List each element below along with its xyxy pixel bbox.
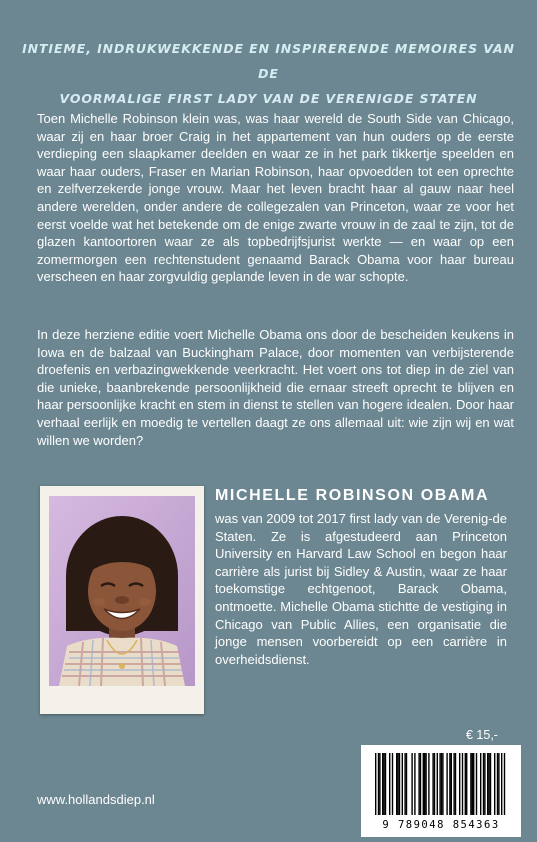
barcode-bar [494, 753, 495, 815]
barcode-bar [418, 753, 419, 815]
barcode-bar [389, 753, 390, 815]
barcode-bar [402, 753, 403, 815]
description-paragraph-1: Toen Michelle Robinson klein was, was haar wereld de South Side van Chicago, waar zij en haar broer Craig in het appartement van hun ouders op de eerste verdieping een slaapkamer deelden en waar ze in het park tikkertje speelden en waar haar ouders, Fraser en Marian Robinson, haar opvoedden tot een oprechte en zelfverzekerde jonge vrouw. Maar het leven bracht haar al gauw naar heel andere werelden, onder andere de collegezalen van Princeton, waar ze voor het eerst voelde wat het betekende om de enige zwarte vrouw in de zaal te zijn, tot de glazen kantoortoren waar ze als topbedrijfsjurist werkte — en waar op een zomermorgen een rechtenstudent genaamd Barack Obama voor haar bureau verscheen en haar zorgvuldig geplande leven in de war schopte. [37, 111, 514, 285]
barcode-bar [497, 753, 498, 815]
barcode-bar [383, 753, 384, 815]
barcode-bar [424, 753, 425, 815]
barcode-bar [397, 753, 398, 815]
barcode-bar [420, 753, 421, 815]
barcode-bar [442, 753, 443, 815]
barcode-bar [498, 753, 499, 815]
barcode-bar [490, 753, 491, 815]
barcode-bar [504, 753, 505, 815]
barcode-bar [455, 753, 456, 815]
author-name: MICHELLE ROBINSON OBAMA [215, 487, 490, 504]
barcode-bar [425, 753, 426, 815]
author-bio: was van 2009 tot 2017 first lady van de Verenig-de Staten. Ze is afgestudeerd aan Princeton University en Harvard Law School en begon haar carrière als jurist bij Sidley & Austin, waar ze haar toekomstige echtgenoot, Barack Obama, ontmoette. Michelle Obama stichtte de vestiging in Chicago van Public Allies, een organisatie die jonge mensen voorbereidt op een carrière in overheidsdienst. [215, 511, 507, 667]
barcode-bar [411, 753, 412, 815]
barcode-bar [446, 753, 447, 815]
barcode-bar [379, 753, 380, 815]
barcode-bar [487, 753, 488, 815]
barcode-bar [501, 753, 502, 815]
author-childhood-photo [49, 496, 195, 686]
barcode-bar [472, 753, 473, 815]
description-paragraph-2: In deze herziene editie voert Michelle Obama ons door de bescheiden keukens in Iowa en de balzaal van Buckingham Palace, door momenten van verbijsterende droefenis en verbazingwekkende veerkracht. Het voert ons tot diep in de ziel van die unieke, baanbrekende persoonlijkheid die ernaar streeft oprecht te blijven en haar persoonlijke kracht en stem in dienst te stellen van hogere idealen. Door haar verhaal eerlijk en moedig te vertellen daagt ze ons allemaal uit: wie zijn wij en wat willen we worden? [37, 327, 514, 448]
isbn-digits: 9 789048 854363 [382, 819, 500, 831]
publisher-website: www.hollandsdiep.nl [37, 792, 155, 807]
barcode-bar [396, 753, 397, 815]
barcode-bar [484, 753, 485, 815]
barcode-bar [462, 753, 463, 815]
barcode-bar [385, 753, 386, 815]
barcode-bar [375, 753, 376, 815]
barcode-bar [423, 753, 424, 815]
price: € 15,- [466, 728, 498, 742]
barcode-bar [466, 753, 467, 815]
barcode-bar [470, 753, 471, 815]
author-photo-frame [40, 486, 204, 714]
barcode-bar [459, 753, 460, 815]
barcode-bar [453, 753, 454, 815]
barcode-bar [476, 753, 477, 815]
tagline-line-1: INTIEME, INDRUKWEKKENDE EN INSPIRERENDE MEMOIRES VAN DE [22, 41, 515, 81]
barcode-bar [483, 753, 484, 815]
barcode-bar [473, 753, 474, 815]
barcode-bar [428, 753, 429, 815]
barcode-bar [378, 753, 379, 815]
barcode-bar [399, 753, 400, 815]
barcode-bar [441, 753, 442, 815]
portrait-illustration [49, 496, 195, 686]
barcode-bar [434, 753, 435, 815]
barcode-bar [465, 753, 466, 815]
barcode-bar [414, 753, 415, 815]
barcode-bar [480, 753, 481, 815]
barcode-bar [392, 753, 393, 815]
barcode-bar [432, 753, 433, 815]
barcode-bar [449, 753, 450, 815]
isbn-barcode [361, 745, 521, 837]
tagline-line-2: VOORMALIGE FIRST LADY VAN DE VERENIGDE STATEN [59, 91, 478, 106]
barcode-bar [439, 753, 440, 815]
barcode-bar [406, 753, 407, 815]
barcode-bar [437, 753, 438, 815]
barcode-bar [451, 753, 452, 815]
barcode-bar [404, 753, 405, 815]
barcode-bar [488, 753, 489, 815]
barcode-bar [382, 753, 383, 815]
tagline [20, 36, 517, 111]
